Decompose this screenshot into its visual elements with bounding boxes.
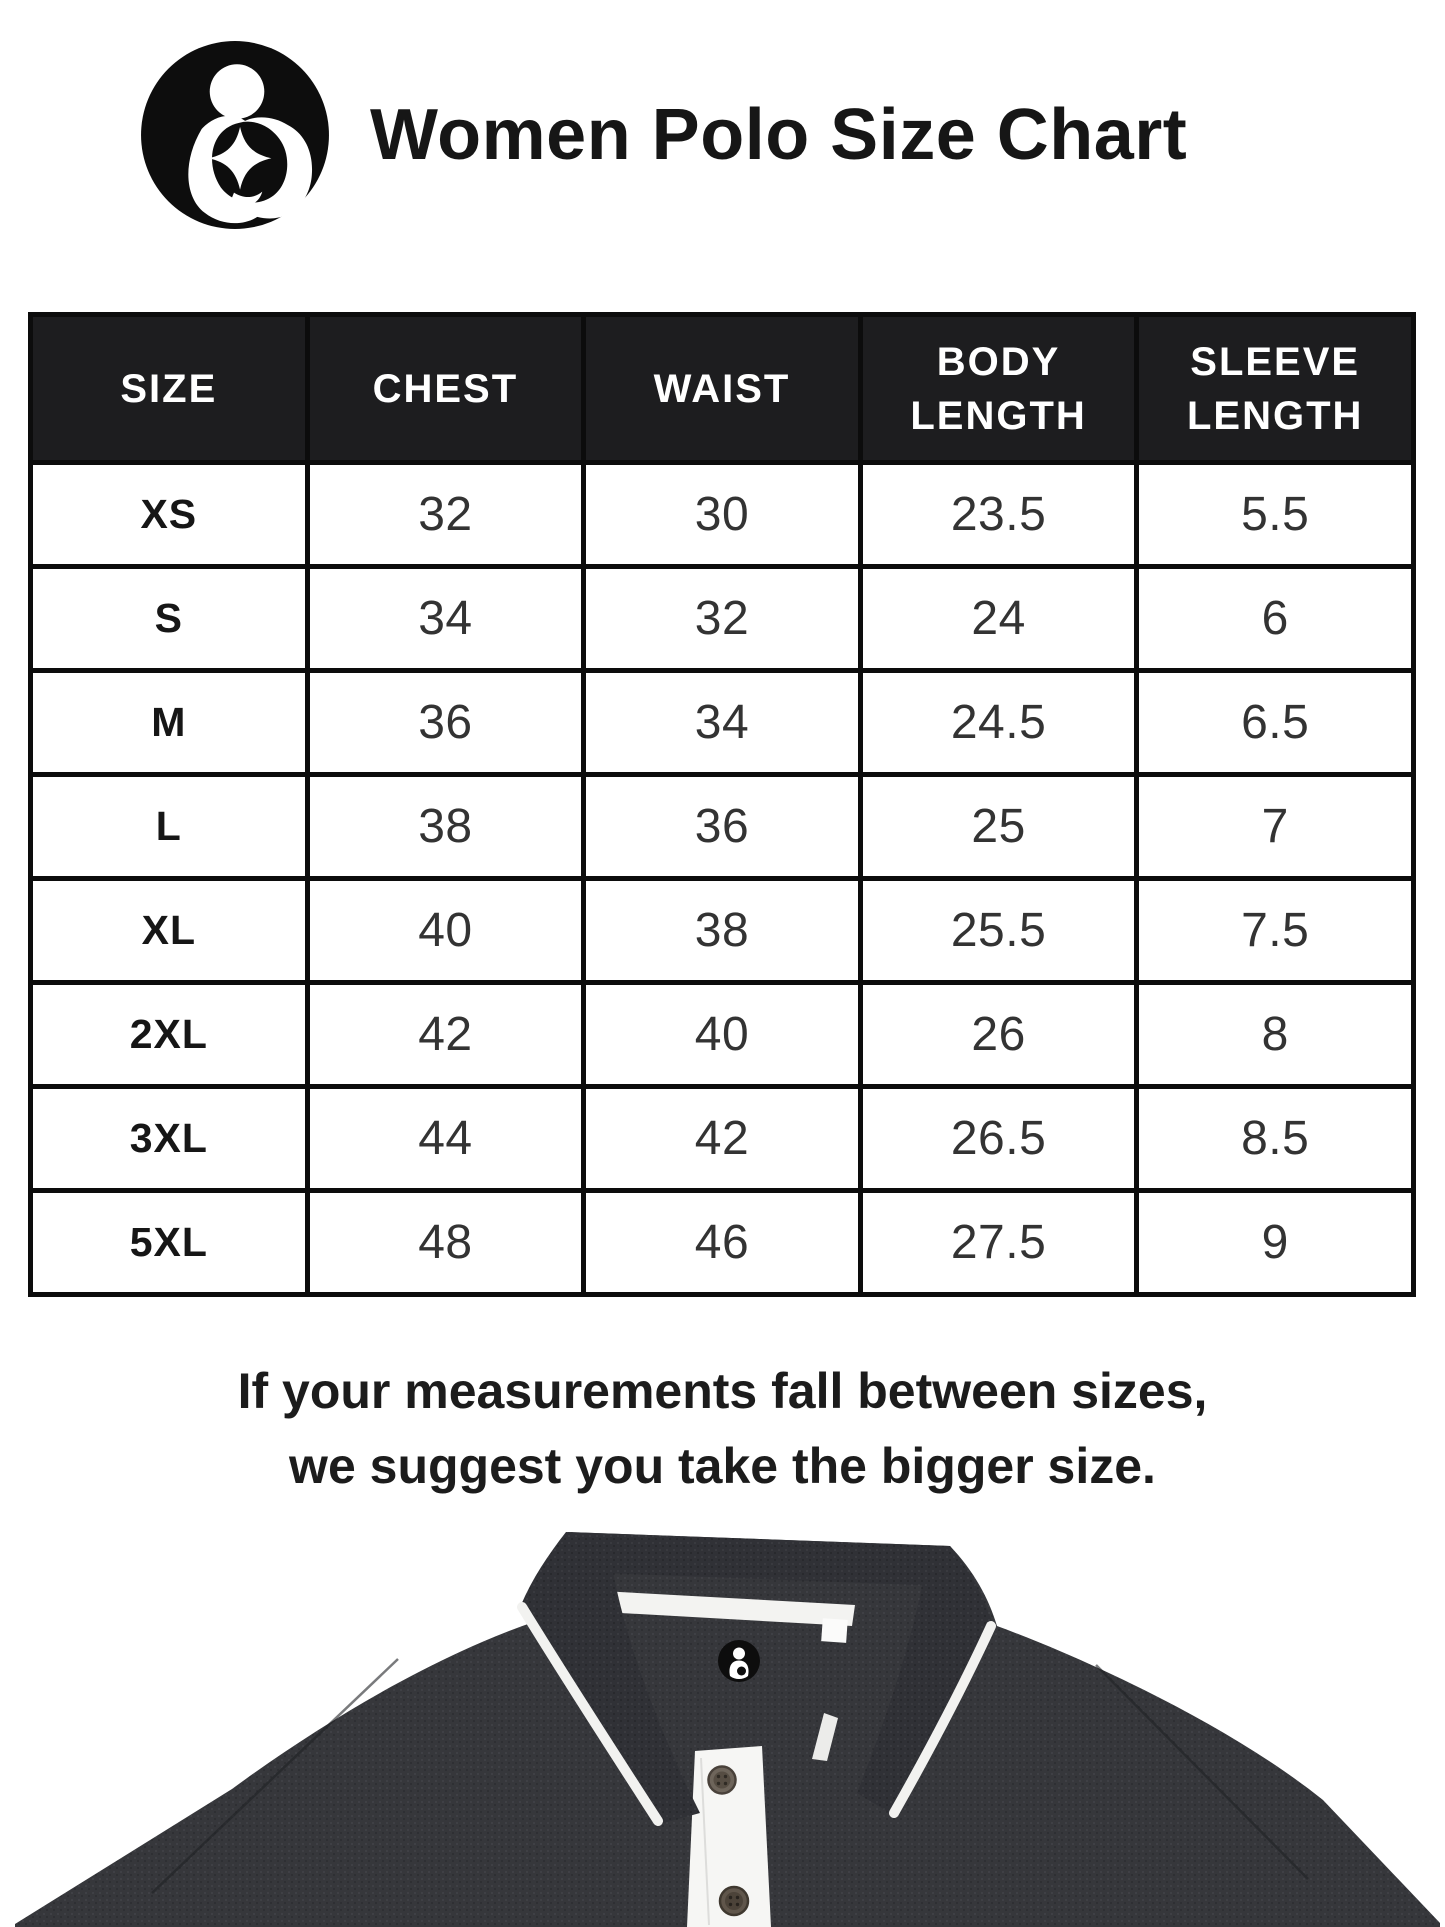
size-cell: L	[31, 775, 308, 879]
size-cell: XL	[31, 879, 308, 983]
measurement-cell: 6	[1137, 567, 1414, 671]
fit-note-line2: we suggest you take the bigger size.	[289, 1438, 1156, 1494]
column-header: SIZE	[31, 315, 308, 463]
measurement-cell: 34	[584, 671, 861, 775]
table-row	[31, 879, 1414, 983]
column-header: CHEST	[307, 315, 584, 463]
column-header: BODY LENGTH	[860, 315, 1137, 463]
brand-logo-mother-and-child-icon	[138, 38, 332, 232]
page-title: Women Polo Size Chart	[370, 95, 1188, 175]
measurement-cell: 26.5	[860, 1087, 1137, 1191]
measurement-cell: 34	[307, 567, 584, 671]
measurement-cell: 38	[584, 879, 861, 983]
measurement-cell: 30	[584, 463, 861, 567]
neck-size-tag	[821, 1618, 848, 1643]
table-row	[31, 775, 1414, 879]
measurement-cell: 26	[860, 983, 1137, 1087]
measurement-cell: 40	[584, 983, 861, 1087]
measurement-cell: 25.5	[860, 879, 1137, 983]
measurement-cell: 27.5	[860, 1191, 1137, 1295]
measurement-cell: 36	[307, 671, 584, 775]
fit-note	[0, 1354, 1445, 1504]
measurement-cell: 32	[584, 567, 861, 671]
measurement-cell: 46	[584, 1191, 861, 1295]
table-header	[31, 315, 1414, 463]
table-body	[31, 463, 1414, 1295]
neck-label-logo-icon	[718, 1640, 760, 1682]
table-row	[31, 1191, 1414, 1295]
measurement-cell: 6.5	[1137, 671, 1414, 775]
measurement-cell: 24.5	[860, 671, 1137, 775]
measurement-cell: 8.5	[1137, 1087, 1414, 1191]
measurement-cell: 24	[860, 567, 1137, 671]
measurement-cell: 23.5	[860, 463, 1137, 567]
size-cell: S	[31, 567, 308, 671]
size-chart-table-container	[28, 312, 1416, 1297]
measurement-cell: 44	[307, 1087, 584, 1191]
size-cell: 5XL	[31, 1191, 308, 1295]
measurement-cell: 5.5	[1137, 463, 1414, 567]
placket-button-top	[709, 1767, 736, 1794]
size-cell: M	[31, 671, 308, 775]
table-row	[31, 983, 1414, 1087]
polo-shirt-image	[0, 1527, 1445, 1927]
size-chart-table	[28, 312, 1416, 1297]
measurement-cell: 9	[1137, 1191, 1414, 1295]
measurement-cell: 42	[307, 983, 584, 1087]
measurement-cell: 40	[307, 879, 584, 983]
product-photo	[0, 1527, 1445, 1927]
table-row	[31, 567, 1414, 671]
measurement-cell: 32	[307, 463, 584, 567]
measurement-cell: 38	[307, 775, 584, 879]
measurement-cell: 36	[584, 775, 861, 879]
size-cell: 3XL	[31, 1087, 308, 1191]
column-header: SLEEVE LENGTH	[1137, 315, 1414, 463]
table-row	[31, 463, 1414, 567]
table-row	[31, 1087, 1414, 1191]
measurement-cell: 25	[860, 775, 1137, 879]
table-row	[31, 671, 1414, 775]
measurement-cell: 7	[1137, 775, 1414, 879]
placket-button-bottom	[720, 1887, 748, 1915]
fit-note-line1: If your measurements fall between sizes,	[237, 1363, 1208, 1419]
size-cell: XS	[31, 463, 308, 567]
measurement-cell: 42	[584, 1087, 861, 1191]
measurement-cell: 48	[307, 1191, 584, 1295]
measurement-cell: 7.5	[1137, 879, 1414, 983]
measurement-cell: 8	[1137, 983, 1414, 1087]
page-header	[138, 38, 1187, 232]
column-header: WAIST	[584, 315, 861, 463]
size-cell: 2XL	[31, 983, 308, 1087]
table-header-row	[31, 315, 1414, 463]
